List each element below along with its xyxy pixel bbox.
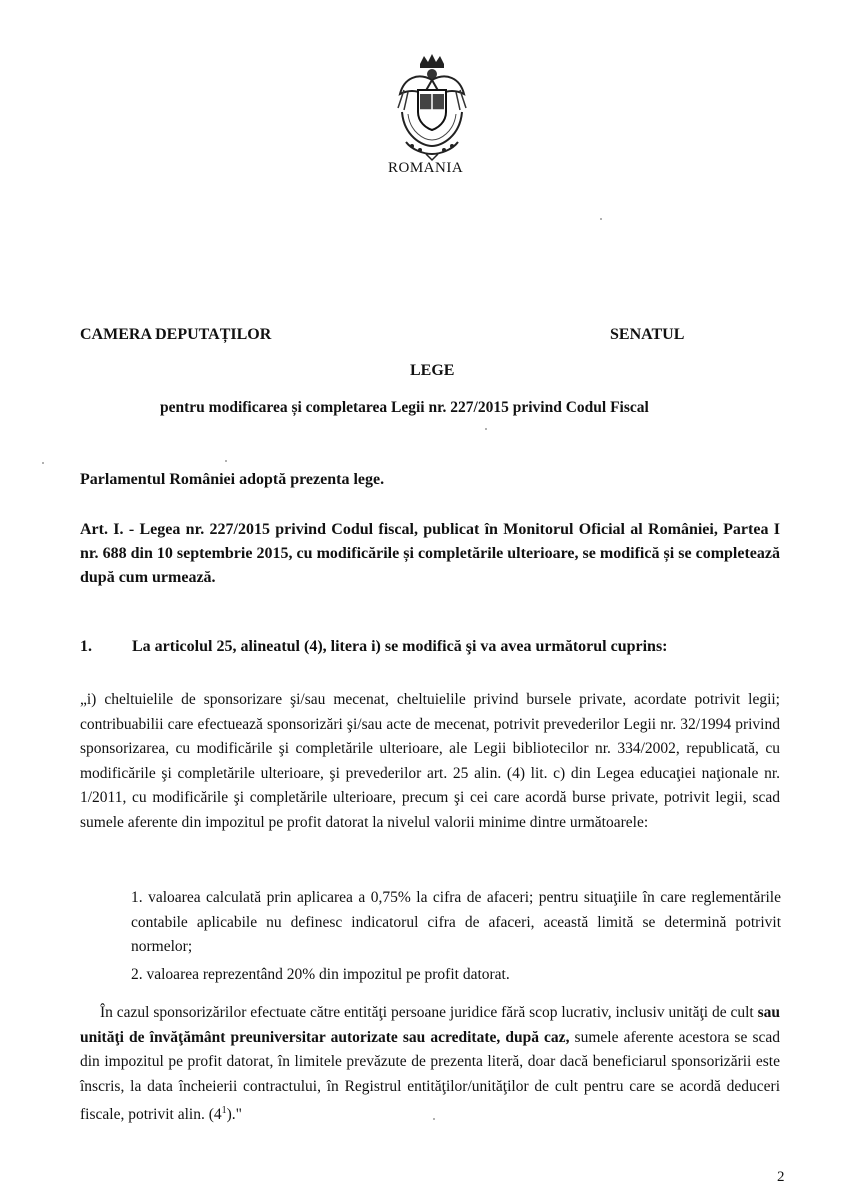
sponsorship-text-end: sumele aferente acestora se scad din impozitul pe profit datorat, în limitele prevăzute de prezenta literă, doar dacă beneficiarul sponsorizării este înscris, la data încheierii contractului, în Registrul entităţilor/unităţilor de cult pentru care se acordă deduceri fiscale, potrivit alin. (4 — [80, 1028, 780, 1124]
senate-label: SENATUL — [610, 326, 685, 343]
scan-speck — [225, 460, 227, 462]
paragraph-letter-i: „i) cheltuielile de sponsorizare şi/sau mecenat, cheltuielile privind bursele private, acordate potrivit legii; contribuabilii care efectuează sponsorizări şi/sau acte de mecenat, potrivit prevederilor Legii nr. 32/1994 privind sponsorizarea, cu modificările şi completările ulterioare, ale Legii bibliotecilor nr. 334/2002, republicată, cu modificările şi completările ulterioare, şi prevederilor art. 25 alin. (4) lit. c) din Legea educaţiei naţionale nr. 1/2011, cu modificările şi completările ulterioare, precum şi cei care acordă burse private, potrivit legii, scad sumele aferente din impozitul pe profit datorat la nivelul valorii minime dintre următoarele: — [80, 691, 780, 831]
subitem-two: 2. valoarea reprezentând 20% din impozitul pe profit datorat. — [131, 966, 510, 983]
coat-of-arms-icon — [382, 50, 482, 162]
scan-speck — [600, 218, 602, 220]
scan-speck — [42, 462, 44, 464]
document-type-title: LEGE — [410, 362, 455, 379]
page-number: 2 — [777, 1169, 785, 1185]
country-name: ROMANIA — [388, 160, 464, 176]
scan-speck — [485, 428, 487, 430]
sponsorship-text-bold: sau unităţi de învăţământ preuniversitar autorizate sau acreditate, după caz, — [80, 1004, 780, 1046]
item-number: 1. — [80, 638, 92, 655]
item-heading: La articolul 25, alineatul (4), litera i) se modifică şi va avea următorul cuprins: — [132, 638, 668, 655]
sponsorship-text-close: )." — [226, 1106, 242, 1124]
subitem-one: 1. valoarea calculată prin aplicarea a 0,75% la cifra de afaceri; pentru situaţiile în care reglementările contabile aplicabile nu definesc indicatorul cifra de afaceri, această limită se determină potrivit normelor; — [131, 889, 781, 955]
chamber-deputies-label: CAMERA DEPUTAȚILOR — [80, 326, 272, 343]
superscript-one: 1 — [221, 1105, 227, 1116]
adoption-statement: Parlamentul României adoptă prezenta lege. — [80, 471, 385, 488]
scan-speck — [433, 1118, 435, 1120]
law-subtitle: pentru modificarea și completarea Legii nr. 227/2015 privind Codul Fiscal — [160, 399, 649, 416]
sponsorship-text-start: În cazul sponsorizărilor efectuate către entităţi persoane juridice fără scop lucrativ, inclusiv unităţi de cult — [100, 1004, 758, 1021]
article-one: Art. I. - Legea nr. 227/2015 privind Codul fiscal, publicat în Monitorul Oficial al României, Partea I nr. 688 din 10 septembrie 2015, cu modificările și completările ulterioare, se modifică și se completează după cum urmează. — [80, 521, 780, 586]
sponsorship-paragraph — [80, 1001, 780, 1128]
